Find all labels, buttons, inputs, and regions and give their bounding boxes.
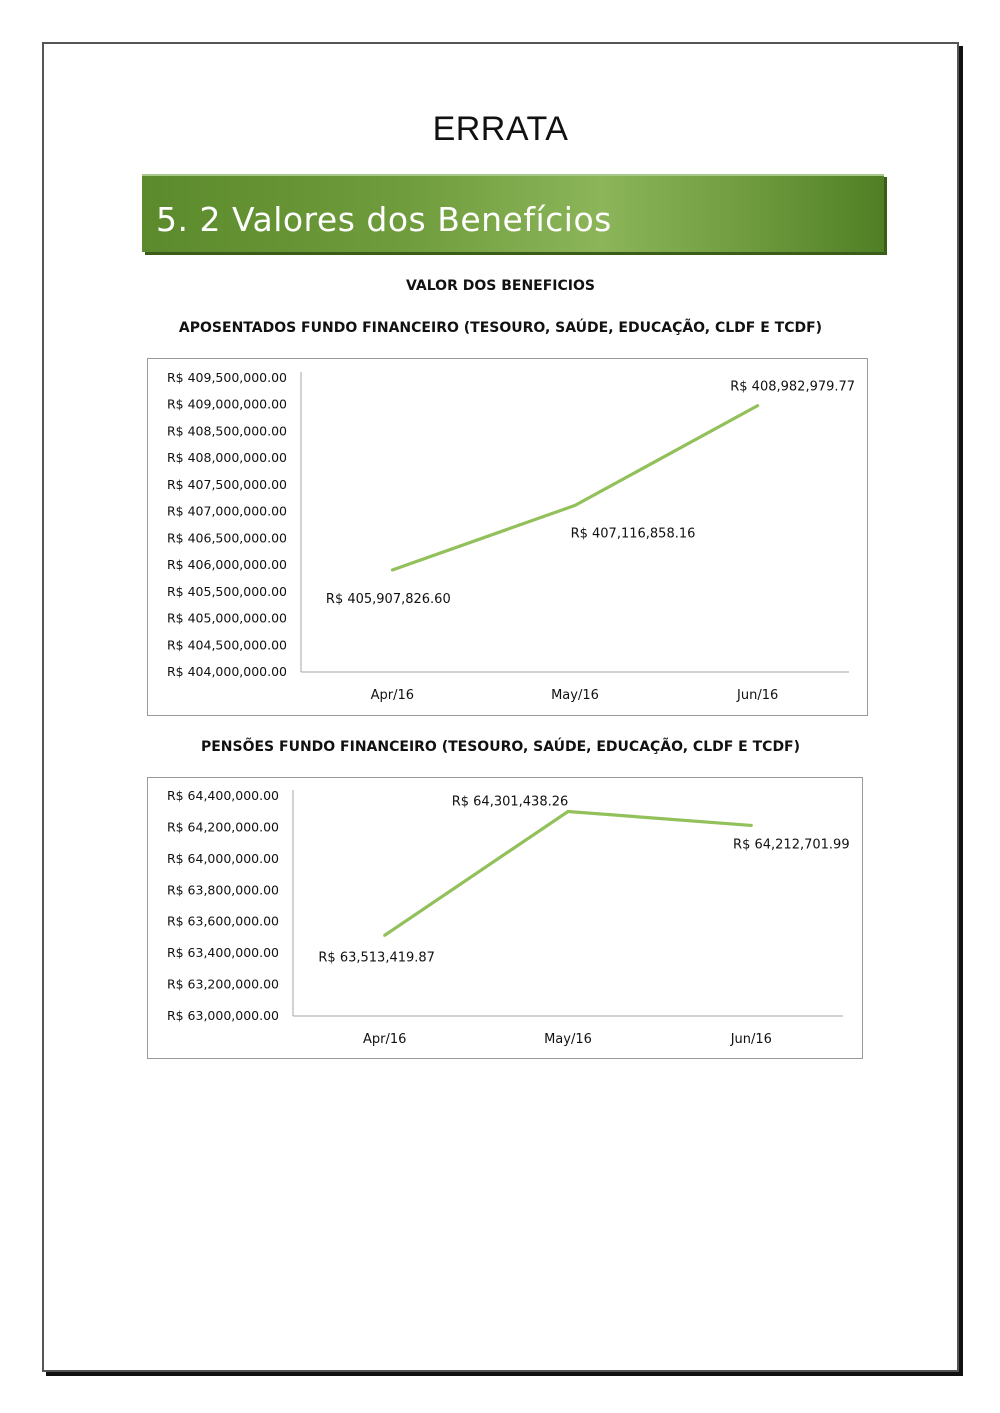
y-tick-label: R$ 63,200,000.00 — [166, 976, 279, 992]
x-tick-label: Apr/16 — [362, 1032, 407, 1047]
y-tick-label: R$ 63,000,000.00 — [166, 1008, 279, 1023]
y-tick-label: R$ 408,000,000.00 — [166, 450, 287, 466]
series-line — [392, 406, 757, 570]
x-tick-label: May/16 — [544, 1032, 592, 1047]
chart-2-title: PENSÕES FUNDO FINANCEIRO (TESOURO, SAÚDE, EDUCAÇÃO, CLDF E TCDF) — [200, 739, 801, 755]
chart-2-box — [147, 777, 863, 1059]
y-tick-label: R$ 63,800,000.00 — [166, 882, 279, 898]
y-tick-label: R$ 409,000,000.00 — [166, 396, 287, 412]
y-tick-label: R$ 405,000,000.00 — [166, 610, 287, 626]
y-tick-label: R$ 64,200,000.00 — [166, 819, 279, 835]
data-point — [574, 504, 577, 507]
chart-2-svg — [148, 778, 862, 1058]
data-label: R$ 64,212,701.99 — [733, 837, 850, 853]
x-tick-label: May/16 — [551, 688, 599, 703]
y-tick-label: R$ 406,000,000.00 — [166, 557, 287, 573]
series-line — [385, 811, 752, 935]
data-point — [756, 404, 759, 407]
x-tick-label: Jun/16 — [737, 688, 779, 703]
data-point — [383, 934, 386, 937]
data-label: R$ 64,301,438.26 — [451, 794, 569, 810]
data-point — [750, 824, 753, 827]
y-tick-label: R$ 407,000,000.00 — [166, 503, 287, 519]
y-tick-label: R$ 63,600,000.00 — [166, 913, 279, 929]
section-banner — [142, 174, 884, 252]
data-label: R$ 63,513,419.87 — [318, 950, 435, 966]
y-tick-label: R$ 405,500,000.00 — [166, 583, 287, 599]
y-tick-label: R$ 408,500,000.00 — [166, 423, 287, 439]
document-page — [42, 42, 959, 1372]
y-tick-label: R$ 64,000,000.00 — [166, 850, 279, 866]
y-tick-label: R$ 404,500,000.00 — [166, 637, 287, 653]
y-tick-label: R$ 406,500,000.00 — [166, 530, 287, 546]
y-tick-label: R$ 404,000,000.00 — [166, 664, 287, 679]
x-tick-label: Apr/16 — [370, 688, 415, 703]
data-point — [391, 569, 394, 572]
x-tick-label: Jun/16 — [730, 1032, 772, 1047]
data-label: R$ 408,982,979.77 — [730, 379, 856, 395]
chart-1-svg — [148, 359, 867, 715]
data-label: R$ 407,116,858.16 — [570, 526, 696, 542]
y-tick-label: R$ 63,400,000.00 — [166, 945, 279, 961]
y-tick-label: R$ 64,400,000.00 — [166, 788, 279, 803]
data-point — [567, 810, 570, 813]
chart-1-box — [147, 358, 868, 716]
main-title: VALOR DOS BENEFICIOS — [406, 278, 595, 294]
data-label: R$ 405,907,826.60 — [325, 592, 451, 608]
y-tick-label: R$ 407,500,000.00 — [166, 476, 287, 492]
chart-1-title: APOSENTADOS FUNDO FINANCEIRO (TESOURO, SAÚDE, EDUCAÇÃO, CLDF E TCDF) — [178, 320, 823, 336]
y-tick-label: R$ 409,500,000.00 — [166, 370, 287, 385]
section-heading: 5. 2 Valores dos Benefícios — [156, 200, 612, 239]
errata-heading: ERRATA — [432, 110, 569, 148]
